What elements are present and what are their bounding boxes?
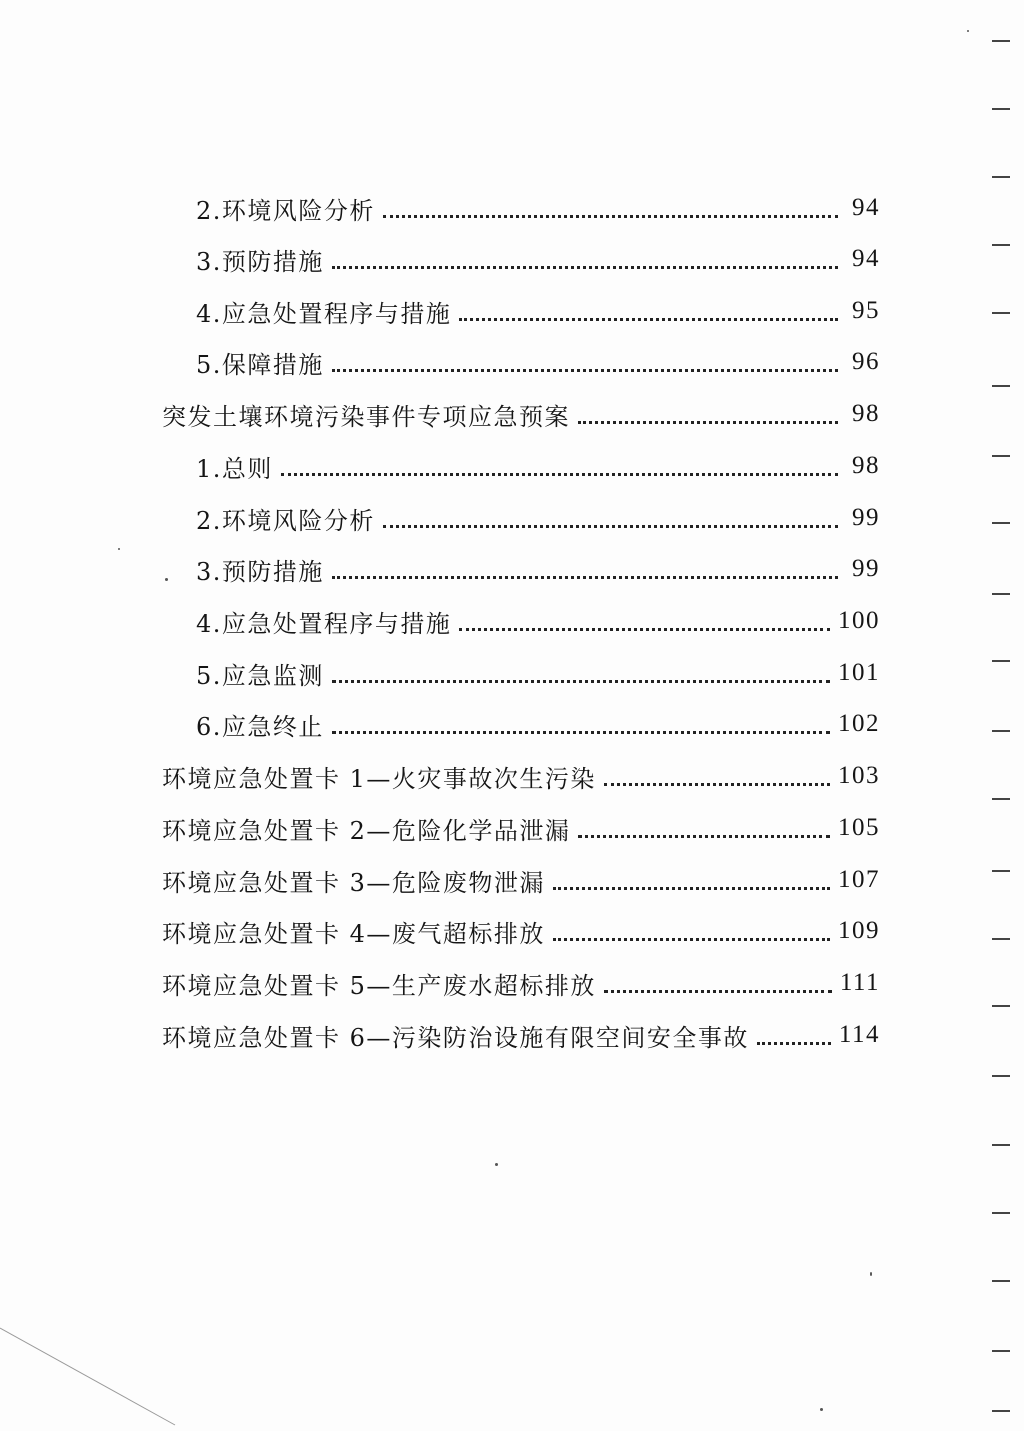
dot-leader <box>281 473 838 476</box>
toc-page-number: 98 <box>852 400 880 427</box>
toc-page-number: 102 <box>838 710 880 737</box>
toc-entry[interactable] <box>162 905 880 957</box>
scan-speck <box>165 578 168 581</box>
dot-leader <box>332 680 830 683</box>
toc-entry[interactable] <box>196 543 880 595</box>
toc-entry[interactable] <box>196 595 880 647</box>
binding-hole-mark <box>992 1350 1010 1352</box>
toc-entry-title: 突发土壤环境污染事件专项应急预案 <box>162 402 570 431</box>
binding-hole-mark <box>992 312 1010 314</box>
scan-speck <box>870 1272 872 1276</box>
dot-leader <box>332 266 838 269</box>
toc-entry-title: 6.应急终止 <box>196 712 324 741</box>
binding-hole-mark <box>992 798 1010 800</box>
toc-page-number: 107 <box>838 866 880 893</box>
toc-entry-title: 5.应急监测 <box>196 661 324 690</box>
toc-page-number: 100 <box>838 607 880 634</box>
toc-entry-title: 环境应急处置卡 4—废气超标排放 <box>162 919 545 948</box>
scan-speck <box>820 1408 823 1411</box>
toc-page-number: 109 <box>838 917 880 944</box>
binding-hole-mark <box>992 593 1010 595</box>
toc-entry-title: 环境应急处置卡 1—火灾事故次生污染 <box>162 764 596 793</box>
dot-leader <box>604 990 832 993</box>
toc-entry[interactable] <box>162 854 880 906</box>
toc-entry-title: 3.预防措施 <box>196 557 324 586</box>
dot-leader <box>332 731 830 734</box>
scan-speck <box>967 30 969 32</box>
toc-entry[interactable] <box>196 285 880 337</box>
binding-hole-mark <box>992 730 1010 732</box>
binding-hole-mark <box>992 40 1010 42</box>
toc-entry-title: 环境应急处置卡 3—危险废物泄漏 <box>162 868 545 897</box>
binding-hole-mark <box>992 1144 1010 1146</box>
toc-entry[interactable] <box>196 233 880 285</box>
toc-page-number: 111 <box>839 969 880 996</box>
dot-leader <box>383 215 838 218</box>
binding-hole-mark <box>992 1212 1010 1214</box>
binding-hole-mark <box>992 176 1010 178</box>
dot-leader <box>383 525 838 528</box>
toc-entry[interactable] <box>196 698 880 750</box>
toc-entry-title: 环境应急处置卡 5—生产废水超标排放 <box>162 971 596 1000</box>
dot-leader <box>553 938 830 941</box>
binding-hole-mark <box>992 522 1010 524</box>
dot-leader <box>332 369 838 372</box>
toc-entry[interactable] <box>196 492 880 544</box>
dot-leader <box>459 628 830 631</box>
toc-entry[interactable] <box>162 1009 880 1061</box>
toc-entry-title: 3.预防措施 <box>196 247 324 276</box>
toc-page-number: 103 <box>838 762 880 789</box>
toc-entry-title: 4.应急处置程序与措施 <box>196 299 452 328</box>
toc-entry[interactable] <box>162 388 880 440</box>
binding-hole-mark <box>992 108 1010 110</box>
toc-page-number: 95 <box>852 297 880 324</box>
toc-page-number: 99 <box>852 555 880 582</box>
binding-edge <box>984 0 1024 1431</box>
toc-page-number: 101 <box>838 659 880 686</box>
binding-hole-mark <box>992 1005 1010 1007</box>
dot-leader <box>604 783 830 786</box>
scan-streak <box>0 1320 180 1431</box>
toc-entry[interactable] <box>162 802 880 854</box>
toc-page-number: 98 <box>852 452 880 479</box>
binding-hole-mark <box>992 385 1010 387</box>
toc-entry[interactable] <box>196 336 880 388</box>
binding-hole-mark <box>992 870 1010 872</box>
toc-entry[interactable] <box>196 647 880 699</box>
toc-page-number: 94 <box>852 194 880 221</box>
toc-entry-title: 1.总则 <box>196 454 273 483</box>
toc-page-number: 94 <box>852 245 880 272</box>
toc-entry-title: 2.环境风险分析 <box>196 506 375 535</box>
toc-page-number: 105 <box>838 814 880 841</box>
binding-hole-mark <box>992 1280 1010 1282</box>
binding-hole-mark <box>992 1075 1010 1077</box>
binding-hole-mark <box>992 938 1010 940</box>
toc-entry-title: 4.应急处置程序与措施 <box>196 609 452 638</box>
binding-hole-mark <box>992 455 1010 457</box>
toc-page-number: 96 <box>852 348 880 375</box>
dot-leader <box>332 576 838 579</box>
dot-leader <box>757 1042 831 1045</box>
toc-entry[interactable] <box>196 440 880 492</box>
toc-entry[interactable] <box>196 182 880 234</box>
toc-page-number: 99 <box>852 504 880 531</box>
dot-leader <box>553 887 830 890</box>
toc-entry-title: 5.保障措施 <box>196 350 324 379</box>
toc-entry[interactable] <box>162 957 880 1009</box>
toc-entry[interactable] <box>162 750 880 802</box>
toc-entry-title: 环境应急处置卡 6—污染防治设施有限空间安全事故 <box>162 1023 749 1052</box>
binding-hole-mark <box>992 244 1010 246</box>
toc-entry-title: 环境应急处置卡 2—危险化学品泄漏 <box>162 816 571 845</box>
toc-page-number: 114 <box>838 1021 880 1048</box>
scan-speck <box>495 1163 498 1166</box>
dot-leader <box>578 835 830 838</box>
dot-leader <box>459 318 838 321</box>
binding-hole-mark <box>992 1410 1010 1412</box>
toc-entry-title: 2.环境风险分析 <box>196 196 375 225</box>
binding-hole-mark <box>992 660 1010 662</box>
dot-leader <box>578 421 838 424</box>
scan-speck <box>118 548 120 550</box>
